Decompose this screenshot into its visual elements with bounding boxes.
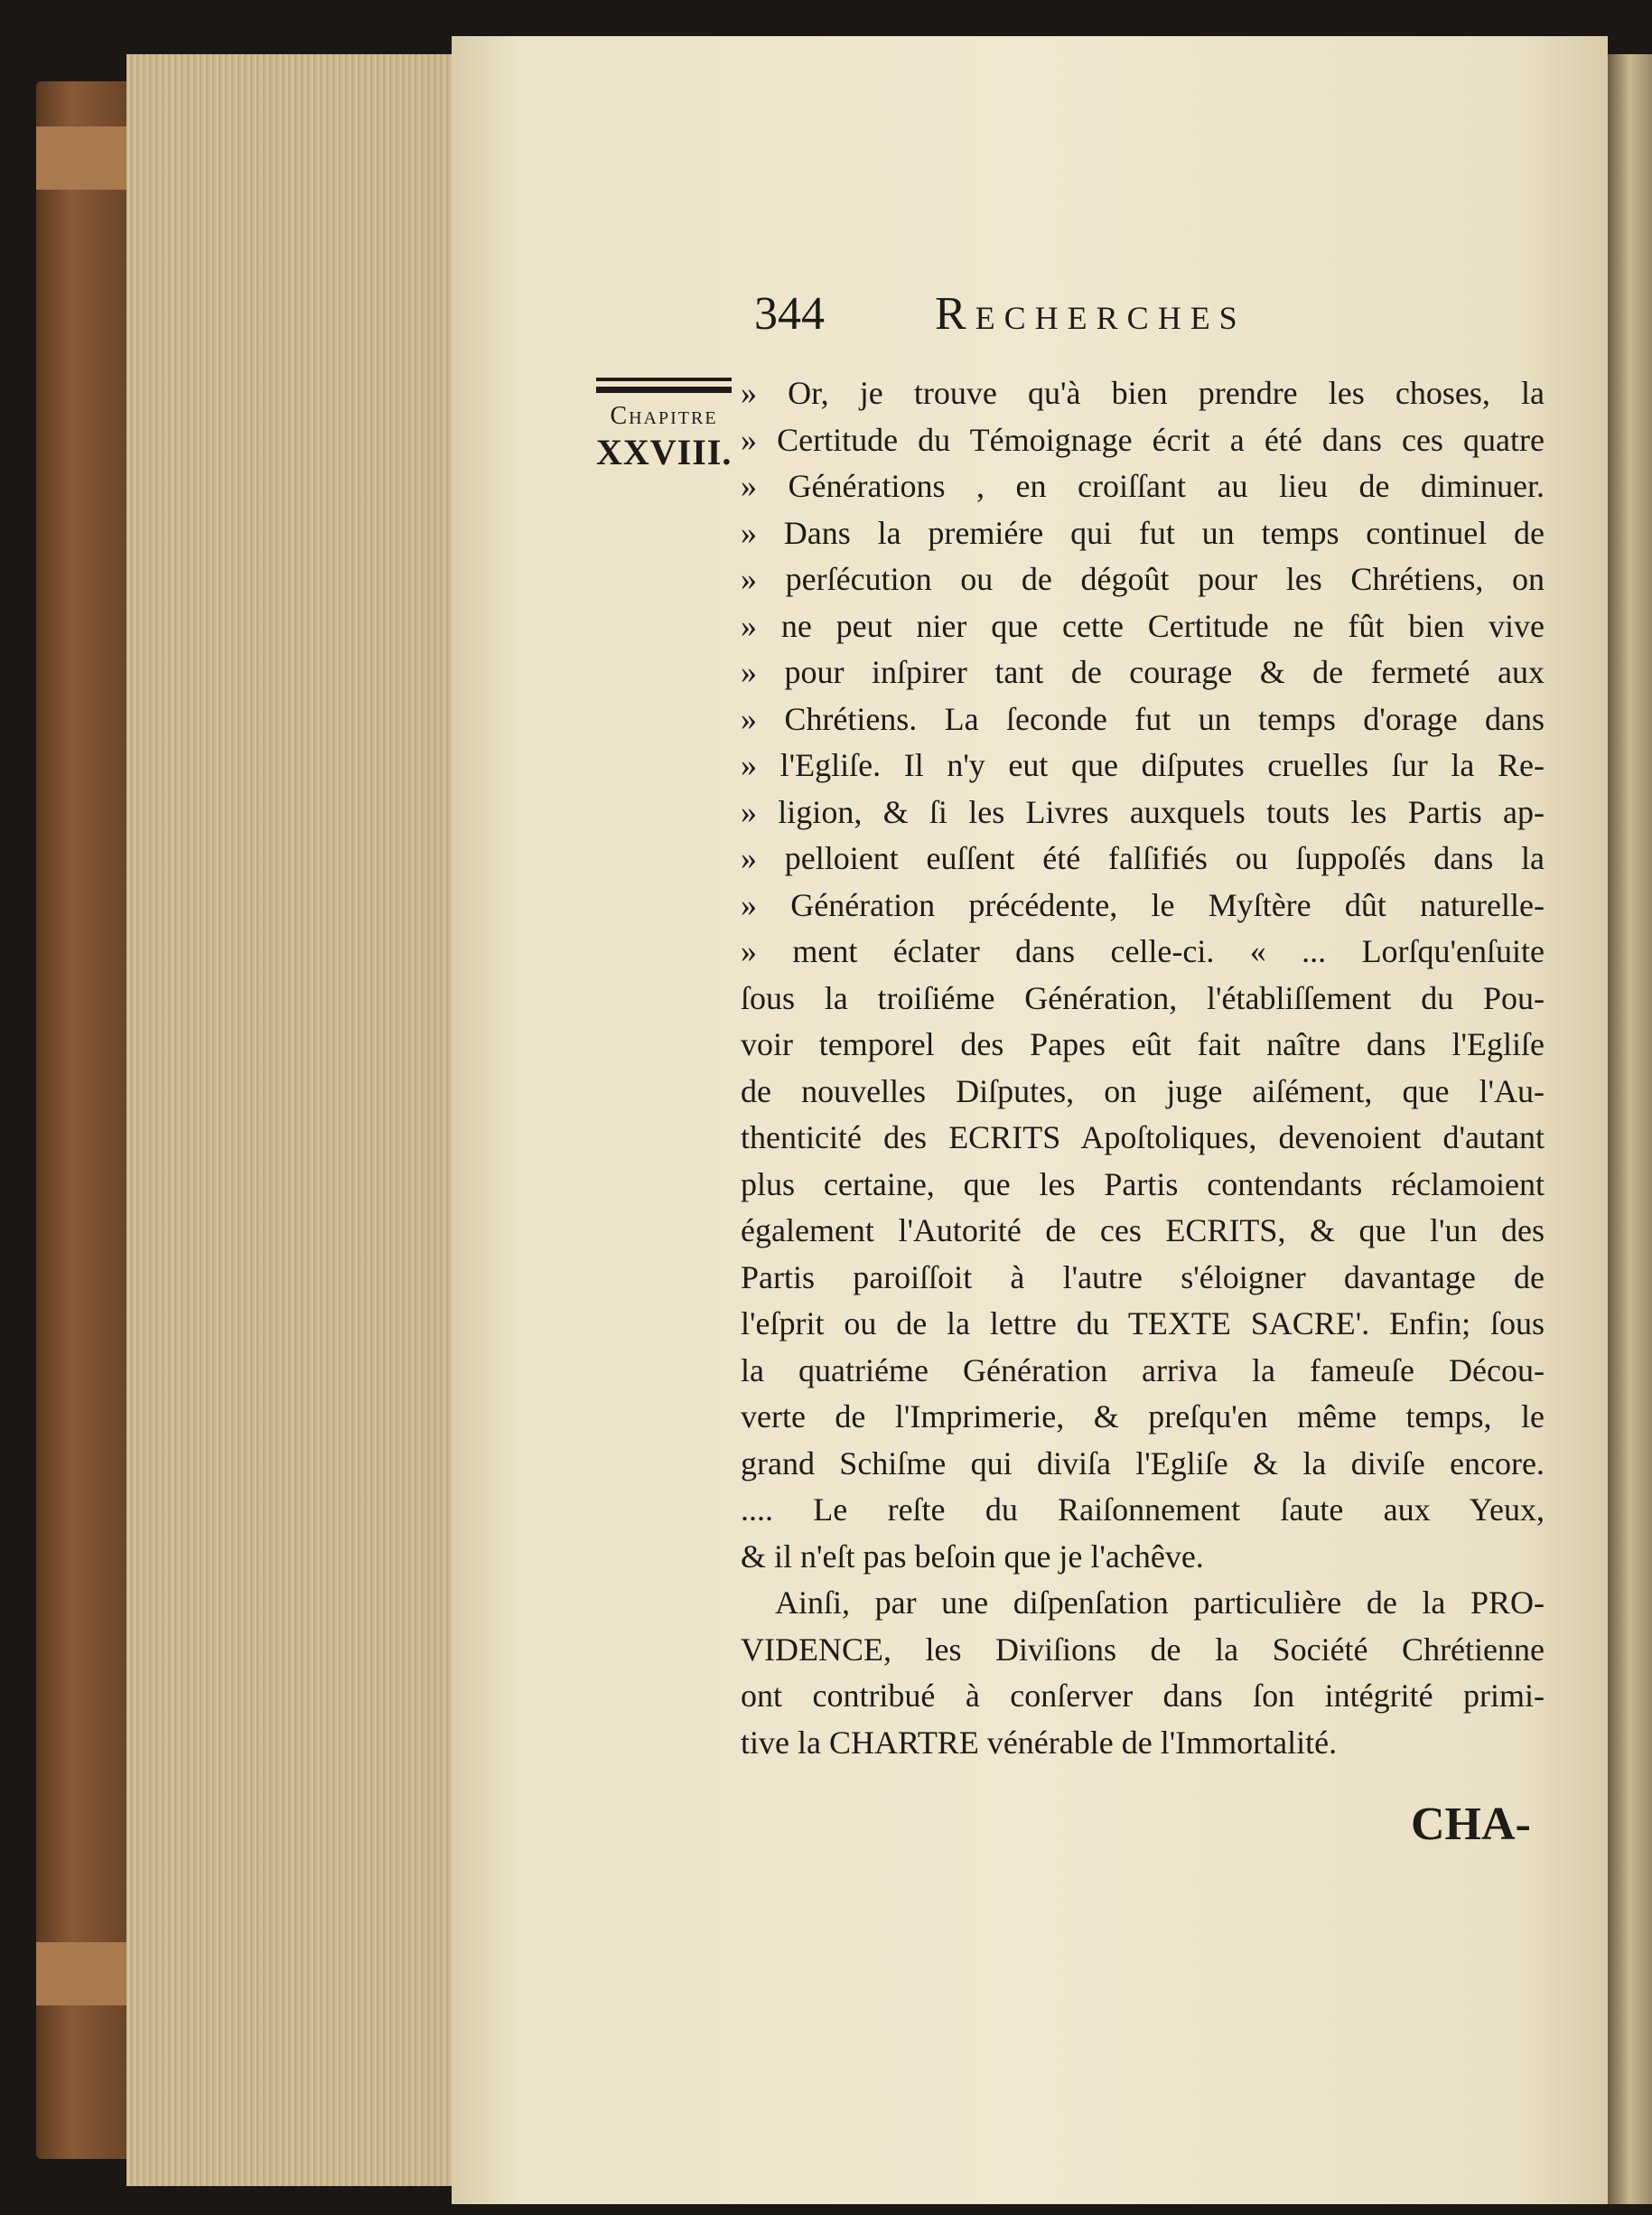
book-cover xyxy=(36,81,126,2159)
running-title: Recherches xyxy=(935,288,1246,340)
text-line: également l'Autorité de ces ECRITS, & que l'un des xyxy=(741,1212,1545,1248)
text-line: » ne peut nier que cette Certitude ne fût bien vive xyxy=(741,607,1545,644)
cover-band-bottom xyxy=(36,1942,126,2005)
text-line: verte de l'Imprimerie, & preſqu'en même temps, le xyxy=(741,1398,1545,1435)
text-line: de nouvelles Diſputes, on juge aiſément, que l'Au- xyxy=(741,1072,1545,1109)
text-line: ſous la troiſiéme Génération, l'établiſſement du Pou- xyxy=(741,979,1545,1016)
text-line: » perſécution ou de dégoût pour les Chrétiens, on xyxy=(741,561,1545,597)
text-line: VIDENCE, les Diviſions de la Société Chrétienne xyxy=(741,1631,1545,1668)
catchword: CHA- xyxy=(1411,1799,1531,1850)
facing-page-edge xyxy=(1608,54,1652,2204)
chapter-label: Chapitre xyxy=(610,402,718,430)
text-line: & il n'eſt pas beſoin que je l'achêve. xyxy=(741,1537,1204,1575)
chapter-marginal-note xyxy=(596,372,732,473)
text-line: » Certitude du Témoignage écrit a été dans ces quatre xyxy=(741,421,1545,458)
body-text xyxy=(741,370,1545,1766)
page-number: 344 xyxy=(754,288,825,340)
text-line: voir temporel des Papes eût fait naître dans l'Egliſe xyxy=(741,1026,1545,1062)
text-line: » ligion, & ſi les Livres auxquels touts les Partis ap- xyxy=(741,793,1545,830)
text-line: ont contribué à conſerver dans ſon intégrité primi- xyxy=(741,1678,1545,1714)
text-line: tive la CHARTRE vénérable de l'Immortalité. xyxy=(741,1724,1338,1761)
text-line: » pour inſpirer tant de courage & de fermeté aux xyxy=(741,654,1545,690)
text-line: » pelloient euſſent été falſifiés ou ſuppoſés dans la xyxy=(741,840,1545,876)
text-line: » ment éclater dans celle-ci. « ... Lorſqu'enſuite xyxy=(741,933,1545,969)
page-edges xyxy=(126,54,452,2186)
text-line: l'eſprit ou de la lettre du TEXTE SACRE'. Enfin; ſous xyxy=(741,1305,1545,1341)
chapter-number: XXVIII. xyxy=(596,432,733,472)
text-line: » Or, je trouve qu'à bien prendre les choses, la xyxy=(741,375,1545,411)
text-line: thenticité des ECRITS Apoſtoliques, devenoient d'autant xyxy=(741,1119,1545,1155)
ornament-rule xyxy=(596,378,732,381)
text-line: » Chrétiens. La ſeconde fut un temps d'orage dans xyxy=(741,700,1545,737)
text-line: grand Schiſme qui diviſa l'Egliſe & la diviſe encore. xyxy=(741,1444,1545,1481)
text-line: » Génération précédente, le Myſtère dût naturelle- xyxy=(741,886,1545,923)
text-line: » l'Egliſe. Il n'y eut que diſputes cruelles ſur la Re- xyxy=(741,747,1545,783)
text-line: la quatriéme Génération arriva la fameuſe Décou- xyxy=(741,1351,1545,1388)
text-line: plus certaine, que les Partis contendants réclamoient xyxy=(741,1165,1545,1202)
cover-band-top xyxy=(36,126,126,190)
text-line: » Générations , en croiſſant au lieu de diminuer. xyxy=(741,468,1545,504)
text-line: Ainſi, par une diſpenſation particulière de la PRO- xyxy=(775,1584,1545,1621)
text-line: .... Le reſte du Raiſonnement ſaute aux Yeux, xyxy=(741,1491,1545,1528)
text-line: Partis paroiſſoit à l'autre s'éloigner davantage de xyxy=(741,1258,1545,1295)
text-line: » Dans la premiére qui fut un temps continuel de xyxy=(741,514,1545,551)
ornament-rule xyxy=(596,387,732,393)
running-head xyxy=(754,287,1359,350)
